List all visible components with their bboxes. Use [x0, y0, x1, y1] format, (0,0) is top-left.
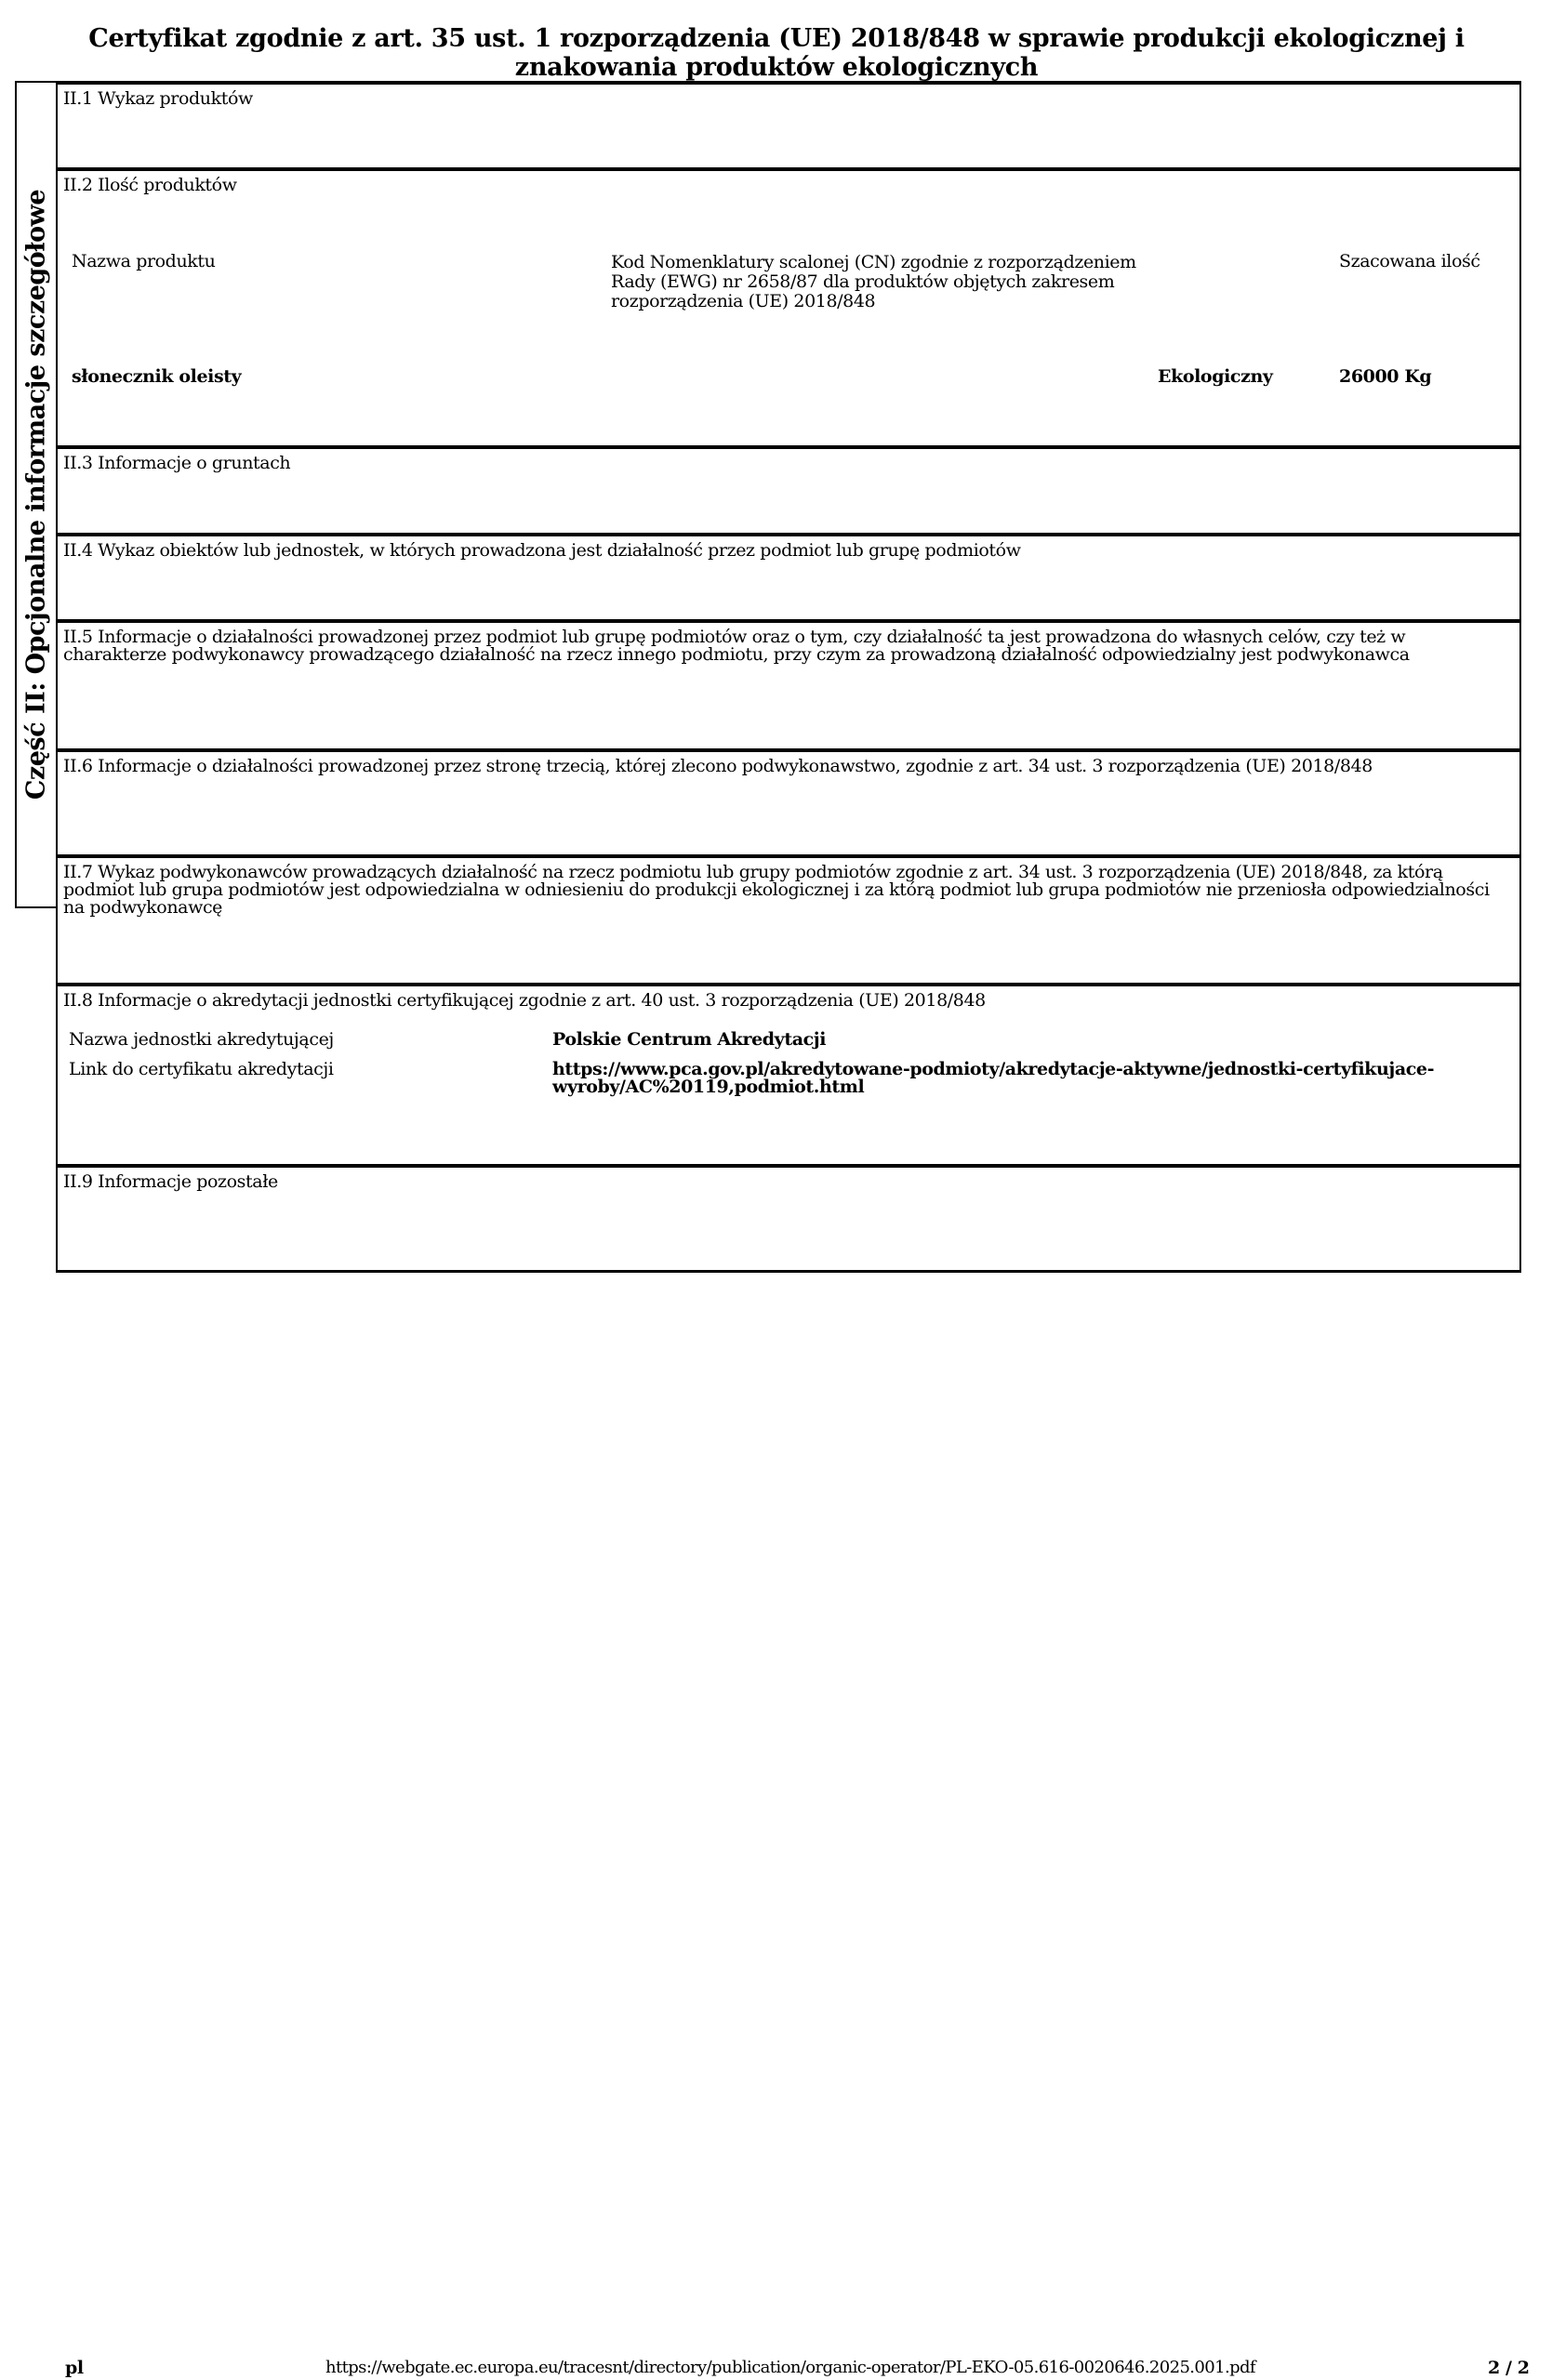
- section-ii-3: [56, 445, 1521, 533]
- section-ii-4: [56, 533, 1521, 619]
- part-label: Część II: Opcjonalne informacje szczegółowe: [21, 189, 51, 800]
- section-ii-8: [56, 983, 1521, 1164]
- section-ii-5: [56, 619, 1521, 748]
- section-heading: II.4 Wykaz obiektów lub jednostek, w których prowadzona jest działalność przez podmiot lub grupę podmiotów: [63, 540, 1021, 561]
- product-quantity: 26000 Kg: [1339, 366, 1432, 387]
- section-heading: II.3 Informacje o gruntach: [63, 453, 291, 473]
- footer-language: pl: [65, 2358, 84, 2378]
- column-header-product-name: Nazwa produktu: [72, 251, 216, 271]
- section-ii-6: [56, 748, 1521, 854]
- section-heading: II.8 Informacje o akredytacji jednostki certyfikującej zgodnie z art. 40 ust. 3 rozporządzenia (UE) 2018/848: [63, 990, 986, 1011]
- section-ii-2: [56, 167, 1521, 445]
- column-header-cn-code: Kod Nomenklatury scalonej (CN) zgodnie z rozporządzeniem Rady (EWG) nr 2658/87 dla produktów objętych zakresem rozporządzenia (UE) 2018/848: [611, 252, 1136, 311]
- accreditation-body-label: Nazwa jednostki akredytującej: [69, 1029, 334, 1050]
- accreditation-link-label: Link do certyfikatu akredytacji: [69, 1059, 334, 1079]
- product-status: Ekologiczny: [1158, 366, 1273, 387]
- section-heading: II.1 Wykaz produktów: [63, 88, 253, 109]
- section-heading: II.7 Wykaz podwykonawców prowadzących działalność na rzecz podmiotu lub grupy podmiotów zgodnie z art. 34 ust. 3 rozporządzenia (UE) 2018/848, za którą podmiot lub grupa podmiotów jest odpowiedzialna w odniesieniu do produkcji ekologicznej i za którą podmiot lub grupa podmiotów nie przeniosła odpowiedzialności na podwykonawcę: [63, 862, 1490, 918]
- section-heading: II.5 Informacje o działalności prowadzonej przez podmiot lub grupę podmiotów oraz o tym, czy działalność ta jest prowadzona do własnych celów, czy też w charakterze podwykonawcy prowadzącego działalność na rzecz innego podmiotu, przy czym za prowadzoną działalność odpowiedzialny jest podwykonawca: [63, 627, 1410, 665]
- document-title: Certyfikat zgodnie z art. 35 ust. 1 rozporządzenia (UE) 2018/848 w sprawie produkcji ekologicznej i znakowania produktów ekologicznych: [88, 24, 1465, 83]
- part-sidebar: [15, 81, 56, 908]
- section-heading: II.9 Informacje pozostałe: [63, 1171, 278, 1192]
- footer-url: https://webgate.ec.europa.eu/tracesnt/directory/publication/organic-operator/PL-EKO-05.616-0020646.2025.001.pdf: [325, 2358, 1255, 2377]
- section-ii-9: [56, 1164, 1521, 1273]
- section-heading: II.6 Informacje o działalności prowadzonej przez stronę trzecią, której zlecono podwykonawstwo, zgodnie z art. 34 ust. 3 rozporządzenia (UE) 2018/848: [63, 756, 1373, 776]
- accreditation-body-value: Polskie Centrum Akredytacji: [552, 1029, 827, 1050]
- section-ii-1: [56, 81, 1521, 167]
- column-header-quantity: Szacowana ilość: [1339, 251, 1480, 271]
- page-number: 2 / 2: [1488, 2358, 1530, 2378]
- section-ii-7: [56, 854, 1521, 983]
- product-name: słonecznik oleisty: [72, 366, 242, 387]
- section-heading: II.2 Ilość produktów: [63, 175, 237, 195]
- accreditation-link[interactable]: https://www.pca.gov.pl/akredytowane-podmioty/akredytacje-aktywne/jednostki-certyfikujace-wyroby/AC%20119,podmiot.html: [552, 1059, 1435, 1097]
